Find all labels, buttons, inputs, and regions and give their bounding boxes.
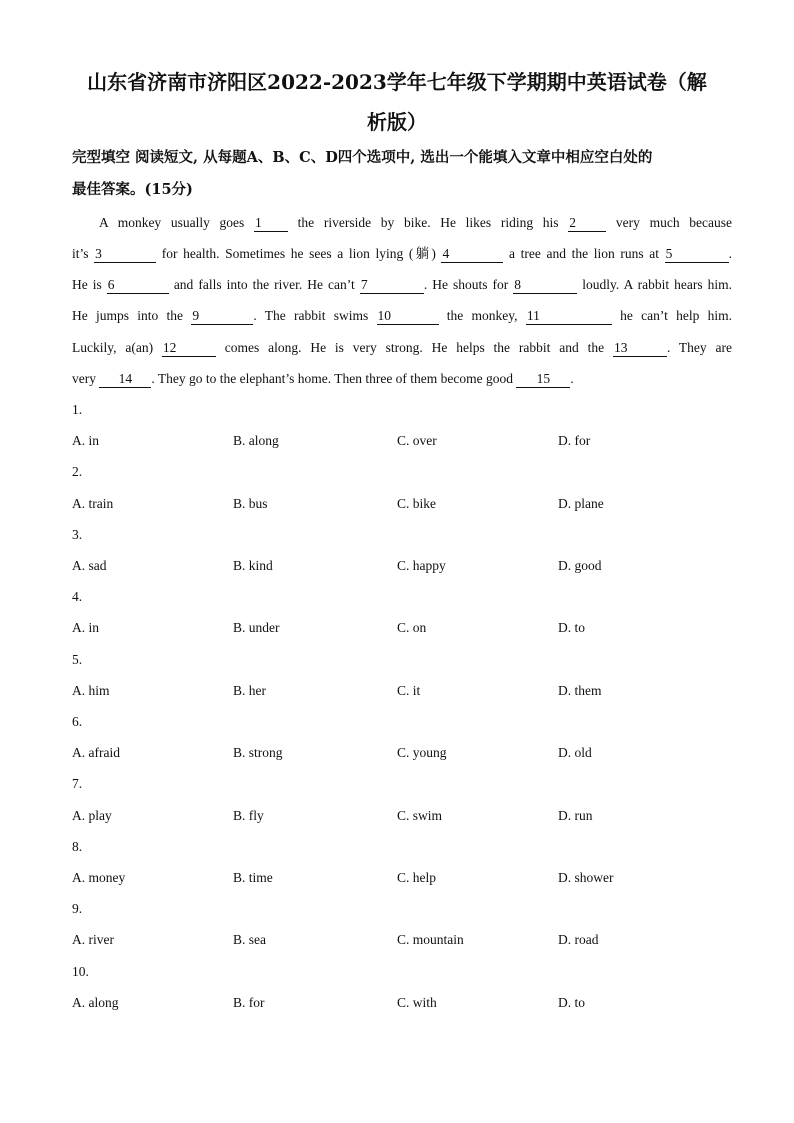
option-b[interactable]: B. under — [233, 620, 280, 635]
option-a[interactable]: A. money — [72, 870, 126, 885]
blank-10: 10 — [377, 307, 439, 325]
passage-line — [72, 244, 732, 275]
question-number: 4. — [72, 589, 83, 604]
option-b[interactable]: B. fly — [233, 808, 264, 823]
passage-line — [72, 306, 732, 337]
question-number: 5. — [72, 652, 83, 667]
option-a[interactable]: A. in — [72, 620, 99, 635]
passage-text: comes along. He is very strong. He helps the rabbit and the — [215, 340, 613, 355]
passage-text: loudly. A rabbit hears him. — [577, 277, 733, 292]
option-d[interactable]: D. plane — [558, 496, 604, 511]
question-number: 6. — [72, 714, 83, 729]
passage-text: it’s — [72, 246, 95, 261]
option-a[interactable]: A. in — [72, 433, 99, 448]
option-a[interactable]: A. river — [72, 932, 114, 947]
option-d[interactable]: D. for — [558, 433, 591, 448]
blank-6: 6 — [107, 276, 169, 294]
passage-line — [72, 369, 732, 400]
blank-15: 15 — [516, 370, 570, 388]
blank-5: 5 — [665, 245, 729, 263]
exam-title-line-2: 析版） — [367, 110, 427, 134]
passage-text: He is — [72, 277, 107, 292]
passage-text: very — [72, 371, 100, 386]
passage-text: He jumps into the — [72, 308, 192, 323]
passage-line — [99, 213, 732, 244]
passage-text: . He shouts for — [423, 277, 514, 292]
option-c[interactable]: C. young — [397, 745, 447, 760]
blank-3: 3 — [94, 245, 156, 263]
blank-14: 14 — [99, 370, 151, 388]
blank-12: 12 — [162, 339, 216, 357]
option-b[interactable]: B. kind — [233, 558, 273, 573]
passage-text: . — [728, 246, 732, 261]
option-a[interactable]: A. train — [72, 496, 114, 511]
option-a[interactable]: A. afraid — [72, 745, 120, 760]
passage-text: a tree and the lion runs at — [503, 246, 665, 261]
option-a[interactable]: A. play — [72, 808, 112, 823]
option-c[interactable]: C. happy — [397, 558, 446, 573]
option-d[interactable]: D. them — [558, 683, 602, 698]
passage-text: . They are — [666, 340, 732, 355]
option-c[interactable]: C. with — [397, 995, 437, 1010]
blank-11: 11 — [526, 307, 612, 325]
option-d[interactable]: D. to — [558, 995, 585, 1010]
option-c[interactable]: C. on — [397, 620, 427, 635]
passage-line — [72, 275, 732, 306]
passage-text: for health. Sometimes he sees a lion lying (躺) — [156, 246, 442, 261]
option-a[interactable]: A. him — [72, 683, 110, 698]
blank-9: 9 — [191, 307, 253, 325]
question-number: 7. — [72, 776, 83, 791]
passage-text: and falls into the river. He can’t — [168, 277, 360, 292]
option-c[interactable]: C. help — [397, 870, 436, 885]
passage-text: . The rabbit swims — [253, 308, 377, 323]
option-d[interactable]: D. road — [558, 932, 599, 947]
option-b[interactable]: B. sea — [233, 932, 266, 947]
option-d[interactable]: D. old — [558, 745, 592, 760]
blank-7: 7 — [360, 276, 424, 294]
question-number: 9. — [72, 901, 83, 916]
option-b[interactable]: B. along — [233, 433, 279, 448]
option-d[interactable]: D. to — [558, 620, 585, 635]
passage-text: . They go to the elephant’s home. Then three of them become good — [151, 371, 517, 386]
option-b[interactable]: B. strong — [233, 745, 283, 760]
question-number: 1. — [72, 402, 83, 417]
passage-text: Luckily, a(an) — [72, 340, 162, 355]
option-c[interactable]: C. bike — [397, 496, 436, 511]
section-instructions-line-2: 最佳答案。(15分) — [72, 181, 193, 198]
blank-2: 2 — [568, 214, 606, 232]
section-instructions-line-1: 完型填空 阅读短文, 从每题A、B、C、D四个选项中, 选出一个能填入文章中相应空白处的 — [72, 149, 653, 166]
blank-4: 4 — [441, 245, 503, 263]
option-b[interactable]: B. for — [233, 995, 265, 1010]
option-c[interactable]: C. swim — [397, 808, 443, 823]
question-number: 8. — [72, 839, 83, 854]
passage-line — [72, 338, 732, 369]
question-number: 10. — [72, 964, 89, 979]
passage-text: . — [570, 371, 574, 386]
option-d[interactable]: D. run — [558, 808, 593, 823]
blank-1: 1 — [254, 214, 288, 232]
passage-text: the monkey, — [438, 308, 526, 323]
option-d[interactable]: D. good — [558, 558, 602, 573]
option-b[interactable]: B. time — [233, 870, 273, 885]
option-b[interactable]: B. her — [233, 683, 266, 698]
passage-text: very much because — [606, 215, 732, 230]
option-a[interactable]: A. sad — [72, 558, 107, 573]
question-number: 2. — [72, 464, 83, 479]
blank-13: 13 — [613, 339, 667, 357]
blank-8: 8 — [513, 276, 577, 294]
passage-text: the riverside by bike. He likes riding his — [287, 215, 569, 230]
option-c[interactable]: C. mountain — [397, 932, 464, 947]
option-d[interactable]: D. shower — [558, 870, 614, 885]
passage-text: A monkey usually goes — [99, 215, 254, 230]
exam-title-line-1: 山东省济南市济阳区2022-2023学年七年级下学期期中英语试卷（解 — [87, 70, 707, 94]
option-c[interactable]: C. over — [397, 433, 437, 448]
option-b[interactable]: B. bus — [233, 496, 268, 511]
question-number: 3. — [72, 527, 83, 542]
option-a[interactable]: A. along — [72, 995, 119, 1010]
option-c[interactable]: C. it — [397, 683, 421, 698]
passage-text: he can’t help him. — [611, 308, 733, 323]
